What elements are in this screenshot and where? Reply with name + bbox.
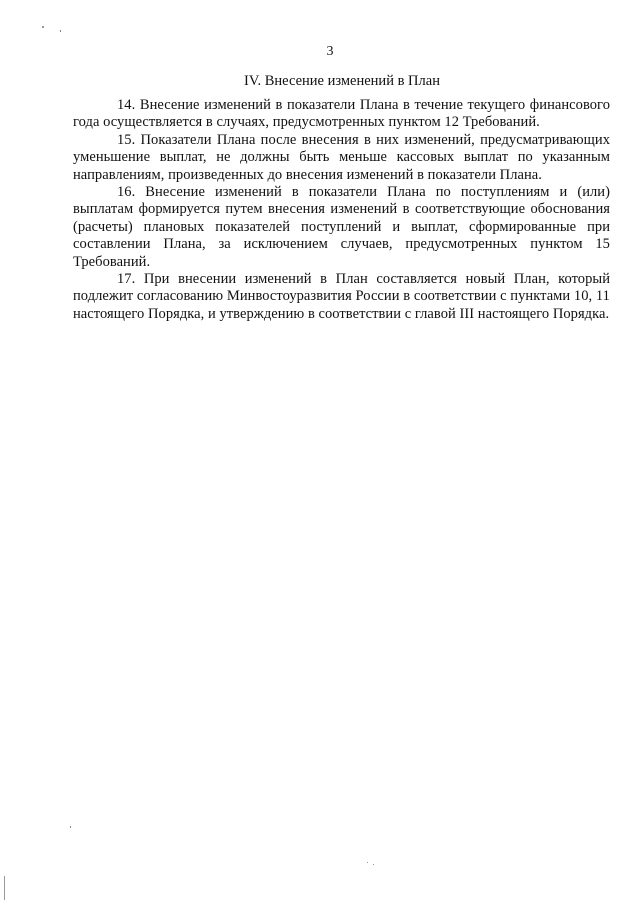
paragraph-15: 15. Показатели Плана после внесения в них изменений, предусматривающих уменьшение выплат, не должны быть меньше кассовых выплат по указанным направлениям, произведенных до внесения изменений в показатели Плана. [73, 131, 610, 183]
page-number: 3 [326, 44, 334, 59]
paragraph-14: 14. Внесение изменений в показатели Плана в течение текущего финансового года осуществляется в случаях, предусмотренных пунктом 12 Требований. [73, 97, 610, 131]
paragraph-16: 16. Внесение изменений в показатели Плана по поступлениям и (или) выплатам формируется путем внесения изменений в соответствующие обоснования (расчеты) плановых показателей поступлений и выплат, сформированные при составлении Плана, за исключением случаев, предусмотренных пунктом 15 Требований. [73, 184, 610, 270]
scan-edge-mark [4, 876, 5, 900]
scan-speck [60, 30, 61, 32]
paragraph-17: 17. При внесении изменений в План составляется новый План, который подлежит согласованию Минвостоуразвития России в соответствии с пунктами 10, 11 настоящего Порядка, и утверждению в соответствии с главой III настоящего Порядка. [73, 271, 610, 322]
scan-speck [373, 864, 374, 865]
body-text [73, 97, 610, 323]
scan-speck [70, 826, 71, 828]
scan-speck [42, 26, 44, 28]
scan-speck [367, 862, 368, 863]
section-heading: IV. Внесение изменений в План [244, 73, 440, 89]
